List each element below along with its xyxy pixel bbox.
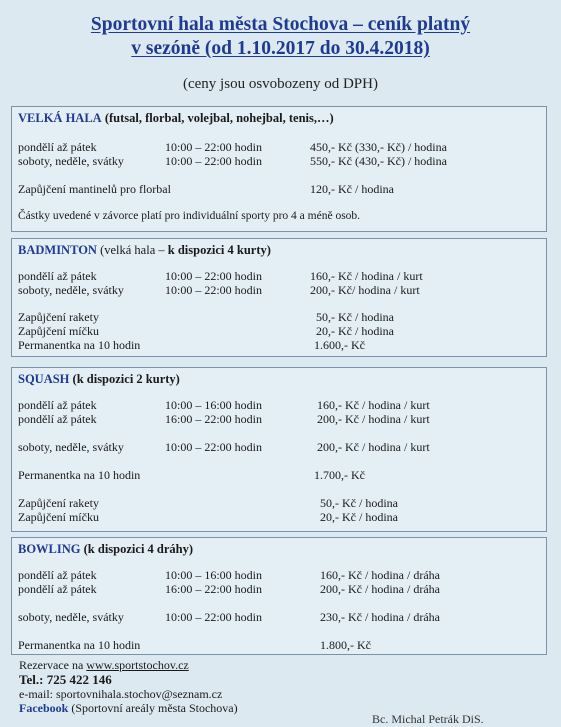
- row-time: 10:00 – 22:00 hodin: [165, 610, 263, 624]
- section-desc: (k dispozici 2 kurty): [72, 372, 180, 386]
- vat-note: (ceny jsou osvobozeny od DPH): [183, 76, 378, 92]
- page-title-line1: Sportovní hala města Stochova – ceník platný: [90, 14, 471, 35]
- row-item: Zapůjčení míčku: [18, 510, 99, 524]
- section-title: [18, 542, 193, 557]
- row-day: pondělí až pátek: [18, 398, 97, 412]
- section-squash: [11, 367, 547, 532]
- section-title: [18, 372, 180, 387]
- signature: Bc. Michal Petrák DiS.: [372, 712, 484, 726]
- row-item: Permanentka na 10 hodin: [18, 468, 141, 482]
- row-price: 1.600,- Kč: [314, 338, 365, 352]
- row-time: 16:00 – 22:00 hodin: [165, 412, 263, 426]
- section-name: SQUASH: [18, 372, 70, 386]
- row-item: Zapůjčení rakety: [18, 310, 99, 324]
- row-time: 10:00 – 22:00 hodin: [165, 440, 263, 454]
- row-item: Zapůjčení rakety: [18, 496, 99, 510]
- row-time: 10:00 – 22:00 hodin: [165, 154, 263, 168]
- facebook-text: (Sportovní areály města Stochova): [71, 701, 238, 715]
- row-price: 1.800,- Kč: [320, 638, 371, 652]
- website-link[interactable]: www.sportstochov.cz: [86, 658, 189, 672]
- section-desc: k dispozici 4 kurty): [167, 243, 271, 257]
- section-title: [18, 111, 334, 126]
- row-price: 50,- Kč / hodina: [320, 496, 398, 510]
- row-item: Permanentka na 10 hodin: [18, 338, 141, 352]
- row-time: 10:00 – 22:00 hodin: [165, 269, 263, 283]
- email-address[interactable]: e-mail: sportovnihala.stochov@seznam.cz: [19, 687, 223, 701]
- row-price: 160,- Kč / hodina / dráha: [320, 568, 440, 582]
- row-price: 20,- Kč / hodina: [320, 510, 398, 524]
- row-price: 120,- Kč / hodina: [310, 182, 394, 196]
- row-price: 450,- Kč (330,- Kč) / hodina: [310, 140, 447, 154]
- phone-number: Tel.: 725 422 146: [19, 672, 112, 687]
- row-day: pondělí až pátek: [18, 582, 97, 596]
- row-price: 550,- Kč (430,- Kč) / hodina: [310, 154, 447, 168]
- reservation-line: [19, 658, 189, 673]
- row-day: soboty, neděle, svátky: [18, 440, 124, 454]
- row-day: pondělí až pátek: [18, 140, 97, 154]
- section-badminton: [11, 238, 547, 357]
- row-price: 50,- Kč / hodina: [316, 310, 394, 324]
- row-price: 230,- Kč / hodina / dráha: [320, 610, 440, 624]
- facebook-line: [19, 701, 238, 716]
- row-price: 200,- Kč / hodina / kurt: [317, 440, 430, 454]
- row-price: 160,- Kč / hodina / kurt: [317, 398, 430, 412]
- section-desc: (k dispozici 4 dráhy): [83, 542, 194, 556]
- reservation-label: Rezervace na: [19, 658, 84, 672]
- row-item: Zapůjčení mantinelů pro florbal: [18, 182, 171, 196]
- row-time: 16:00 – 22:00 hodin: [165, 582, 263, 596]
- section-name: BADMINTON: [18, 243, 97, 257]
- row-price: 200,- Kč/ hodina / kurt: [310, 283, 420, 297]
- row-day: pondělí až pátek: [18, 412, 97, 426]
- section-bowling: [11, 537, 547, 655]
- section-note: Částky uvedené v závorce platí pro individuální sporty pro 4 a méně osob.: [18, 210, 361, 222]
- section-name: VELKÁ HALA: [18, 111, 102, 125]
- section-desc: (futsal, florbal, volejbal, nohejbal, tenis,…): [104, 111, 334, 125]
- row-day: soboty, neděle, svátky: [18, 283, 124, 297]
- page-title-line2: v sezóně (od 1.10.2017 do 30.4.2018): [131, 38, 430, 59]
- row-price: 200,- Kč / hodina / dráha: [320, 582, 440, 596]
- row-day: soboty, neděle, svátky: [18, 610, 124, 624]
- row-price: 20,- Kč / hodina: [316, 324, 394, 338]
- section-name: BOWLING: [18, 542, 81, 556]
- row-time: 10:00 – 16:00 hodin: [165, 568, 263, 582]
- section-desc-part: (velká hala –: [100, 243, 165, 257]
- row-time: 10:00 – 22:00 hodin: [165, 283, 263, 297]
- row-day: pondělí až pátek: [18, 568, 97, 582]
- row-day: soboty, neděle, svátky: [18, 154, 124, 168]
- facebook-label[interactable]: Facebook: [19, 701, 69, 715]
- row-day: pondělí až pátek: [18, 269, 97, 283]
- row-price: 1.700,- Kč: [314, 468, 365, 482]
- row-time: 10:00 – 16:00 hodin: [165, 398, 263, 412]
- row-time: 10:00 – 22:00 hodin: [165, 140, 263, 154]
- row-price: 200,- Kč / hodina / kurt: [317, 412, 430, 426]
- row-item: Permanentka na 10 hodin: [18, 638, 141, 652]
- row-item: Zapůjčení míčku: [18, 324, 99, 338]
- section-title: [18, 243, 271, 258]
- section-velka-hala: [11, 106, 547, 232]
- row-price: 160,- Kč / hodina / kurt: [310, 269, 423, 283]
